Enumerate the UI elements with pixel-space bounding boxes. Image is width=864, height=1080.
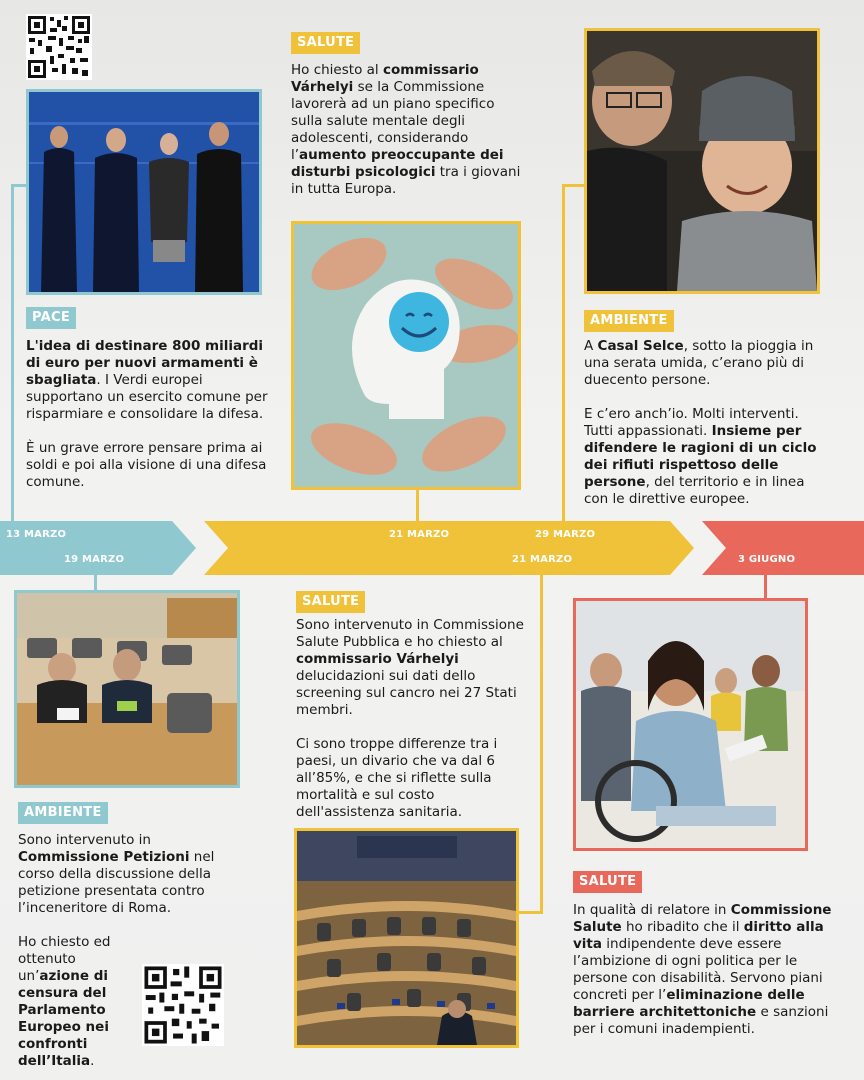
ambiente2-paragraph-2 — [18, 934, 136, 1070]
ambiente1-b2: Insieme per difendere le ragioni di un ciclo dei rifiuti rispettoso delle persone — [584, 423, 817, 490]
qr-code-top[interactable] — [26, 14, 92, 80]
ambiente2-t1: Sono intervenuto in — [18, 832, 151, 848]
ambiente1-paragraph-1 — [584, 338, 824, 389]
salute3-b1: Commissione Salute — [573, 902, 832, 935]
ambiente2-text-2 — [18, 934, 136, 1070]
timeline-arrow-red — [702, 521, 864, 575]
salute3-t4: e sanzioni per i comuni inadempienti. — [573, 1004, 829, 1037]
connector-salute2 — [540, 572, 543, 914]
date-29-marzo: 29 MARZO — [535, 529, 596, 540]
tag-salute-1: SALUTE — [291, 32, 360, 54]
pace-p1-rest: . I Verdi europei supportano un esercito comune per risparmiare e consolidare la difesa. — [26, 372, 268, 422]
pace-paragraph-1 — [26, 338, 272, 423]
tag-pace: PACE — [26, 307, 76, 329]
photo-committee-petizioni-art — [17, 593, 237, 785]
salute1-b1: commissario Várhelyi — [291, 62, 479, 95]
tag-ambiente-2: AMBIENTE — [18, 802, 108, 824]
date-3-giugno: 3 GIUGNO — [738, 554, 796, 565]
qr-code-bottom-graphic — [142, 964, 224, 1046]
ambiente1-paragraph-2 — [584, 406, 824, 508]
salute3-paragraph — [573, 902, 835, 1038]
ambiente2-t2: nel corso della discussione della petizione presentata contro l’inceneritore di Roma. — [18, 849, 215, 916]
salute1-text — [291, 62, 527, 198]
ambiente1-b1: Casal Selce — [597, 338, 684, 354]
salute2-paragraph-1 — [296, 617, 532, 719]
salute1-t2: se la Commissione lavorerà ad un piano specifico sulla salute mentale degli adolescenti, considerando l’ — [291, 79, 495, 163]
photo-parliament-group — [26, 89, 262, 295]
tag-salute-2: SALUTE — [296, 591, 365, 613]
date-19-marzo: 19 MARZO — [64, 554, 125, 565]
photo-parliament-group-art — [29, 92, 259, 292]
salute1-paragraph — [291, 62, 527, 198]
salute2-paragraph-2: Ci sono troppe differenze tra i paesi, un divario che va dal 6 all’85%, e che si riflette sulla mortalità e sul costo dell'assistenza sanitaria. — [296, 736, 498, 820]
date-21-marzo-bottom: 21 MARZO — [512, 554, 573, 565]
photo-mental-health — [291, 221, 521, 490]
salute1-t3: tra i giovani in tutta Europa. — [291, 164, 521, 197]
photo-mental-health-art — [294, 224, 518, 487]
connector-ambiente1 — [562, 184, 565, 524]
ambiente2-t3: Ho chiesto ed ottenuto un’ — [18, 934, 111, 984]
salute3-t2: ho ribadito che il — [621, 919, 744, 935]
photo-casal-selce-art — [587, 31, 817, 291]
salute3-t3: indipendente deve essere l’ambizione di ogni politica per le persone con disabilità. Servono piani concreti per l’ — [573, 936, 823, 1003]
ambiente1-t3: E c’ero anch’io. Molti interventi. Tutti appassionati. — [584, 406, 799, 439]
salute2-text — [296, 617, 532, 821]
pace-text — [26, 338, 272, 491]
ambiente2-text — [18, 832, 250, 917]
salute2-b1: commissario Várhelyi — [296, 651, 459, 667]
connector-pace — [11, 184, 14, 524]
ambiente2-b2: azione di censura del Parlamento Europeo nei confronti dell’Italia — [18, 968, 109, 1069]
photo-committee-petizioni — [14, 590, 240, 788]
salute1-t1: Ho chiesto al — [291, 62, 383, 78]
qr-code-bottom[interactable] — [142, 964, 224, 1046]
salute3-b2: diritto alla vita — [573, 919, 824, 952]
salute2-t1: Sono intervenuto in Commissione Salute Pubblica e ho chiesto al — [296, 617, 524, 650]
qr-code-top-graphic — [26, 14, 92, 80]
salute3-text — [573, 902, 835, 1038]
tag-salute-3: SALUTE — [573, 871, 642, 893]
date-13-marzo: 13 MARZO — [6, 529, 67, 540]
salute2-t2: delucidazioni sui dati dello screening sul cancro nei 27 Stati membri. — [296, 668, 517, 718]
ambiente2-t4: . — [90, 1053, 95, 1069]
ambiente2-paragraph-1 — [18, 832, 250, 917]
ambiente1-text — [584, 338, 824, 508]
photo-commissione-salute-art — [297, 831, 516, 1045]
ambiente1-t1: A — [584, 338, 598, 354]
timeline-arrow-yellow — [204, 521, 698, 575]
tag-ambiente-1: AMBIENTE — [584, 310, 674, 332]
ambiente1-t2: , sotto la pioggia in una serata umida, c’erano più di duecento persone. — [584, 338, 814, 388]
salute3-b3: eliminazione delle barriere architettoniche — [573, 987, 805, 1020]
ambiente1-t4: , del territorio e in linea con le direttive europee. — [584, 474, 805, 507]
photo-commissione-salute — [294, 828, 519, 1048]
connector-salute1 — [416, 488, 419, 524]
pace-bold: L'idea di destinare 800 miliardi di euro per nuovi armamenti è sbagliata — [26, 338, 264, 388]
salute1-b2: aumento preoccupante dei disturbi psicologici — [291, 147, 504, 180]
date-21-marzo-top: 21 MARZO — [389, 529, 450, 540]
salute3-t1: In qualità di relatore in — [573, 902, 731, 918]
photo-disabilita-art — [576, 601, 805, 848]
ambiente2-b1: Commissione Petizioni — [18, 849, 190, 865]
pace-paragraph-2: È un grave errore pensare prima ai soldi e poi alla visione di una difesa comune. — [26, 440, 267, 490]
photo-casal-selce — [584, 28, 820, 294]
photo-disabilita — [573, 598, 808, 851]
connector-salute2-h — [516, 911, 543, 914]
